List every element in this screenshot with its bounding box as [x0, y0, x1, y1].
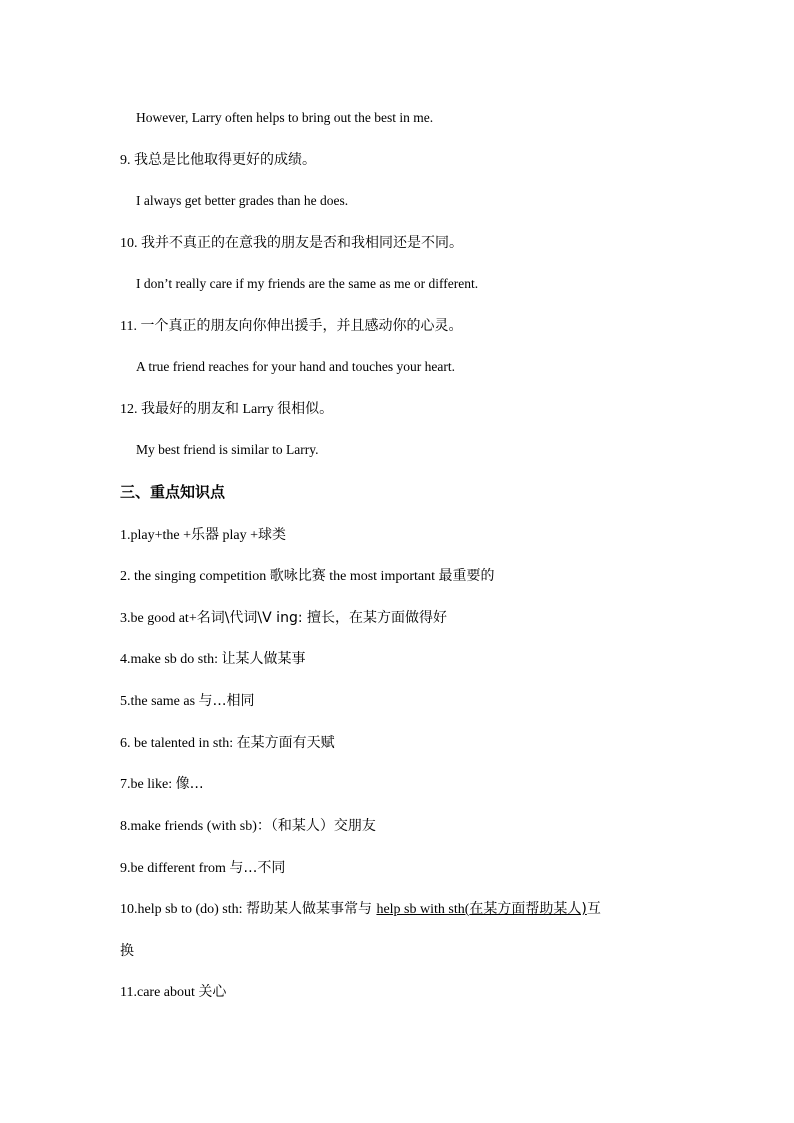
sentence-10-english [136, 275, 478, 293]
sentence-8-english [136, 109, 433, 127]
chinese-text: 我并不真正的在意我的朋友是否和我相同还是不同。 [141, 235, 463, 251]
point-en: 2. the singing competition [120, 569, 270, 584]
point-cn: 与…不同 [229, 860, 286, 876]
point-en: 9.be different from [120, 861, 230, 876]
english-text: A true friend reaches for your hand and touches your heart. [136, 359, 456, 374]
point-9 [120, 859, 285, 878]
point-en: 1.play+the + [120, 528, 191, 543]
point-cn2: 最重要的 [438, 568, 495, 584]
chinese-text: 我最好的朋友和 [141, 401, 239, 417]
point-2 [120, 567, 494, 586]
point-cn: 歌咏比赛 [269, 568, 326, 584]
point-8 [120, 817, 376, 836]
point-6 [120, 734, 335, 753]
point-en2: the most important [325, 569, 439, 584]
chinese-text-end: 很相似。 [277, 401, 334, 417]
point-3 [120, 609, 447, 628]
sentence-9-chinese [120, 151, 316, 170]
english-text: I don’t really care if my friends are the same as me or different. [136, 276, 479, 291]
point-en2: play + [219, 528, 258, 543]
chinese-text: 我总是比他取得更好的成绩。 [134, 152, 316, 168]
point-en: 6. be talented in sth: [120, 736, 237, 751]
underlined-cn: 在某方面帮助某人) [469, 901, 587, 917]
point-cn: 帮助某人做某事常与 [246, 901, 377, 917]
point-cn: ：（和某人）交朋友 [256, 818, 376, 834]
item-number: 12. [120, 402, 138, 417]
point-en: 7.be like: [120, 777, 176, 792]
point-cn: 像… [175, 776, 204, 792]
point-10 [120, 900, 601, 919]
underlined-en: help sb with sth( [376, 902, 470, 917]
english-text: I always get better grades than he does. [136, 193, 349, 208]
point-cn: 让某人做某事 [221, 651, 306, 667]
point-cn2: 球类 [258, 527, 286, 543]
sentence-11-chinese [120, 317, 462, 336]
sentence-9-english [136, 192, 348, 210]
section-title: 三、重点知识点 [120, 483, 226, 501]
point-5 [120, 692, 255, 711]
point-7 [120, 775, 204, 794]
point-cn: 与…相同 [198, 693, 255, 709]
point-en: 11.care about [120, 985, 199, 1000]
point-cn: 在某方面有天赋 [236, 735, 335, 751]
point-10-continued [120, 942, 134, 961]
point-en: 4.make sb do sth: [120, 652, 222, 667]
sentence-11-english [136, 358, 455, 376]
point-4 [120, 650, 306, 669]
item-number: 11. [120, 319, 137, 334]
chinese-text: 一个真正的朋友向你伸出援手，并且感动你的心灵。 [140, 318, 463, 334]
point-cn: 名词\代词\V ing: 擅长，在某方面做得好 [196, 610, 447, 626]
english-text: My best friend is similar to Larry. [136, 442, 319, 457]
item-number: 9. [120, 153, 131, 168]
point-11 [120, 983, 226, 1002]
point-cn: 乐器 [191, 527, 219, 543]
english-text: However, Larry often helps to bring out the best in me. [136, 110, 434, 125]
item-number: 10. [120, 236, 138, 251]
point-cn2: 互 [586, 901, 601, 917]
point-1 [120, 526, 286, 545]
point-en: 8.make friends (with sb) [120, 819, 257, 834]
sentence-12-english [136, 441, 318, 459]
sentence-10-chinese [120, 234, 463, 253]
point-en: 5.the same as [120, 694, 199, 709]
point-cn: 关心 [198, 984, 227, 1000]
name-text: Larry [239, 402, 278, 417]
point-en: 10.help sb to (do) sth: [120, 902, 246, 917]
point-en: 3.be good at+ [120, 611, 197, 626]
point-cn: 换 [120, 943, 134, 959]
sentence-12-chinese [120, 400, 333, 419]
